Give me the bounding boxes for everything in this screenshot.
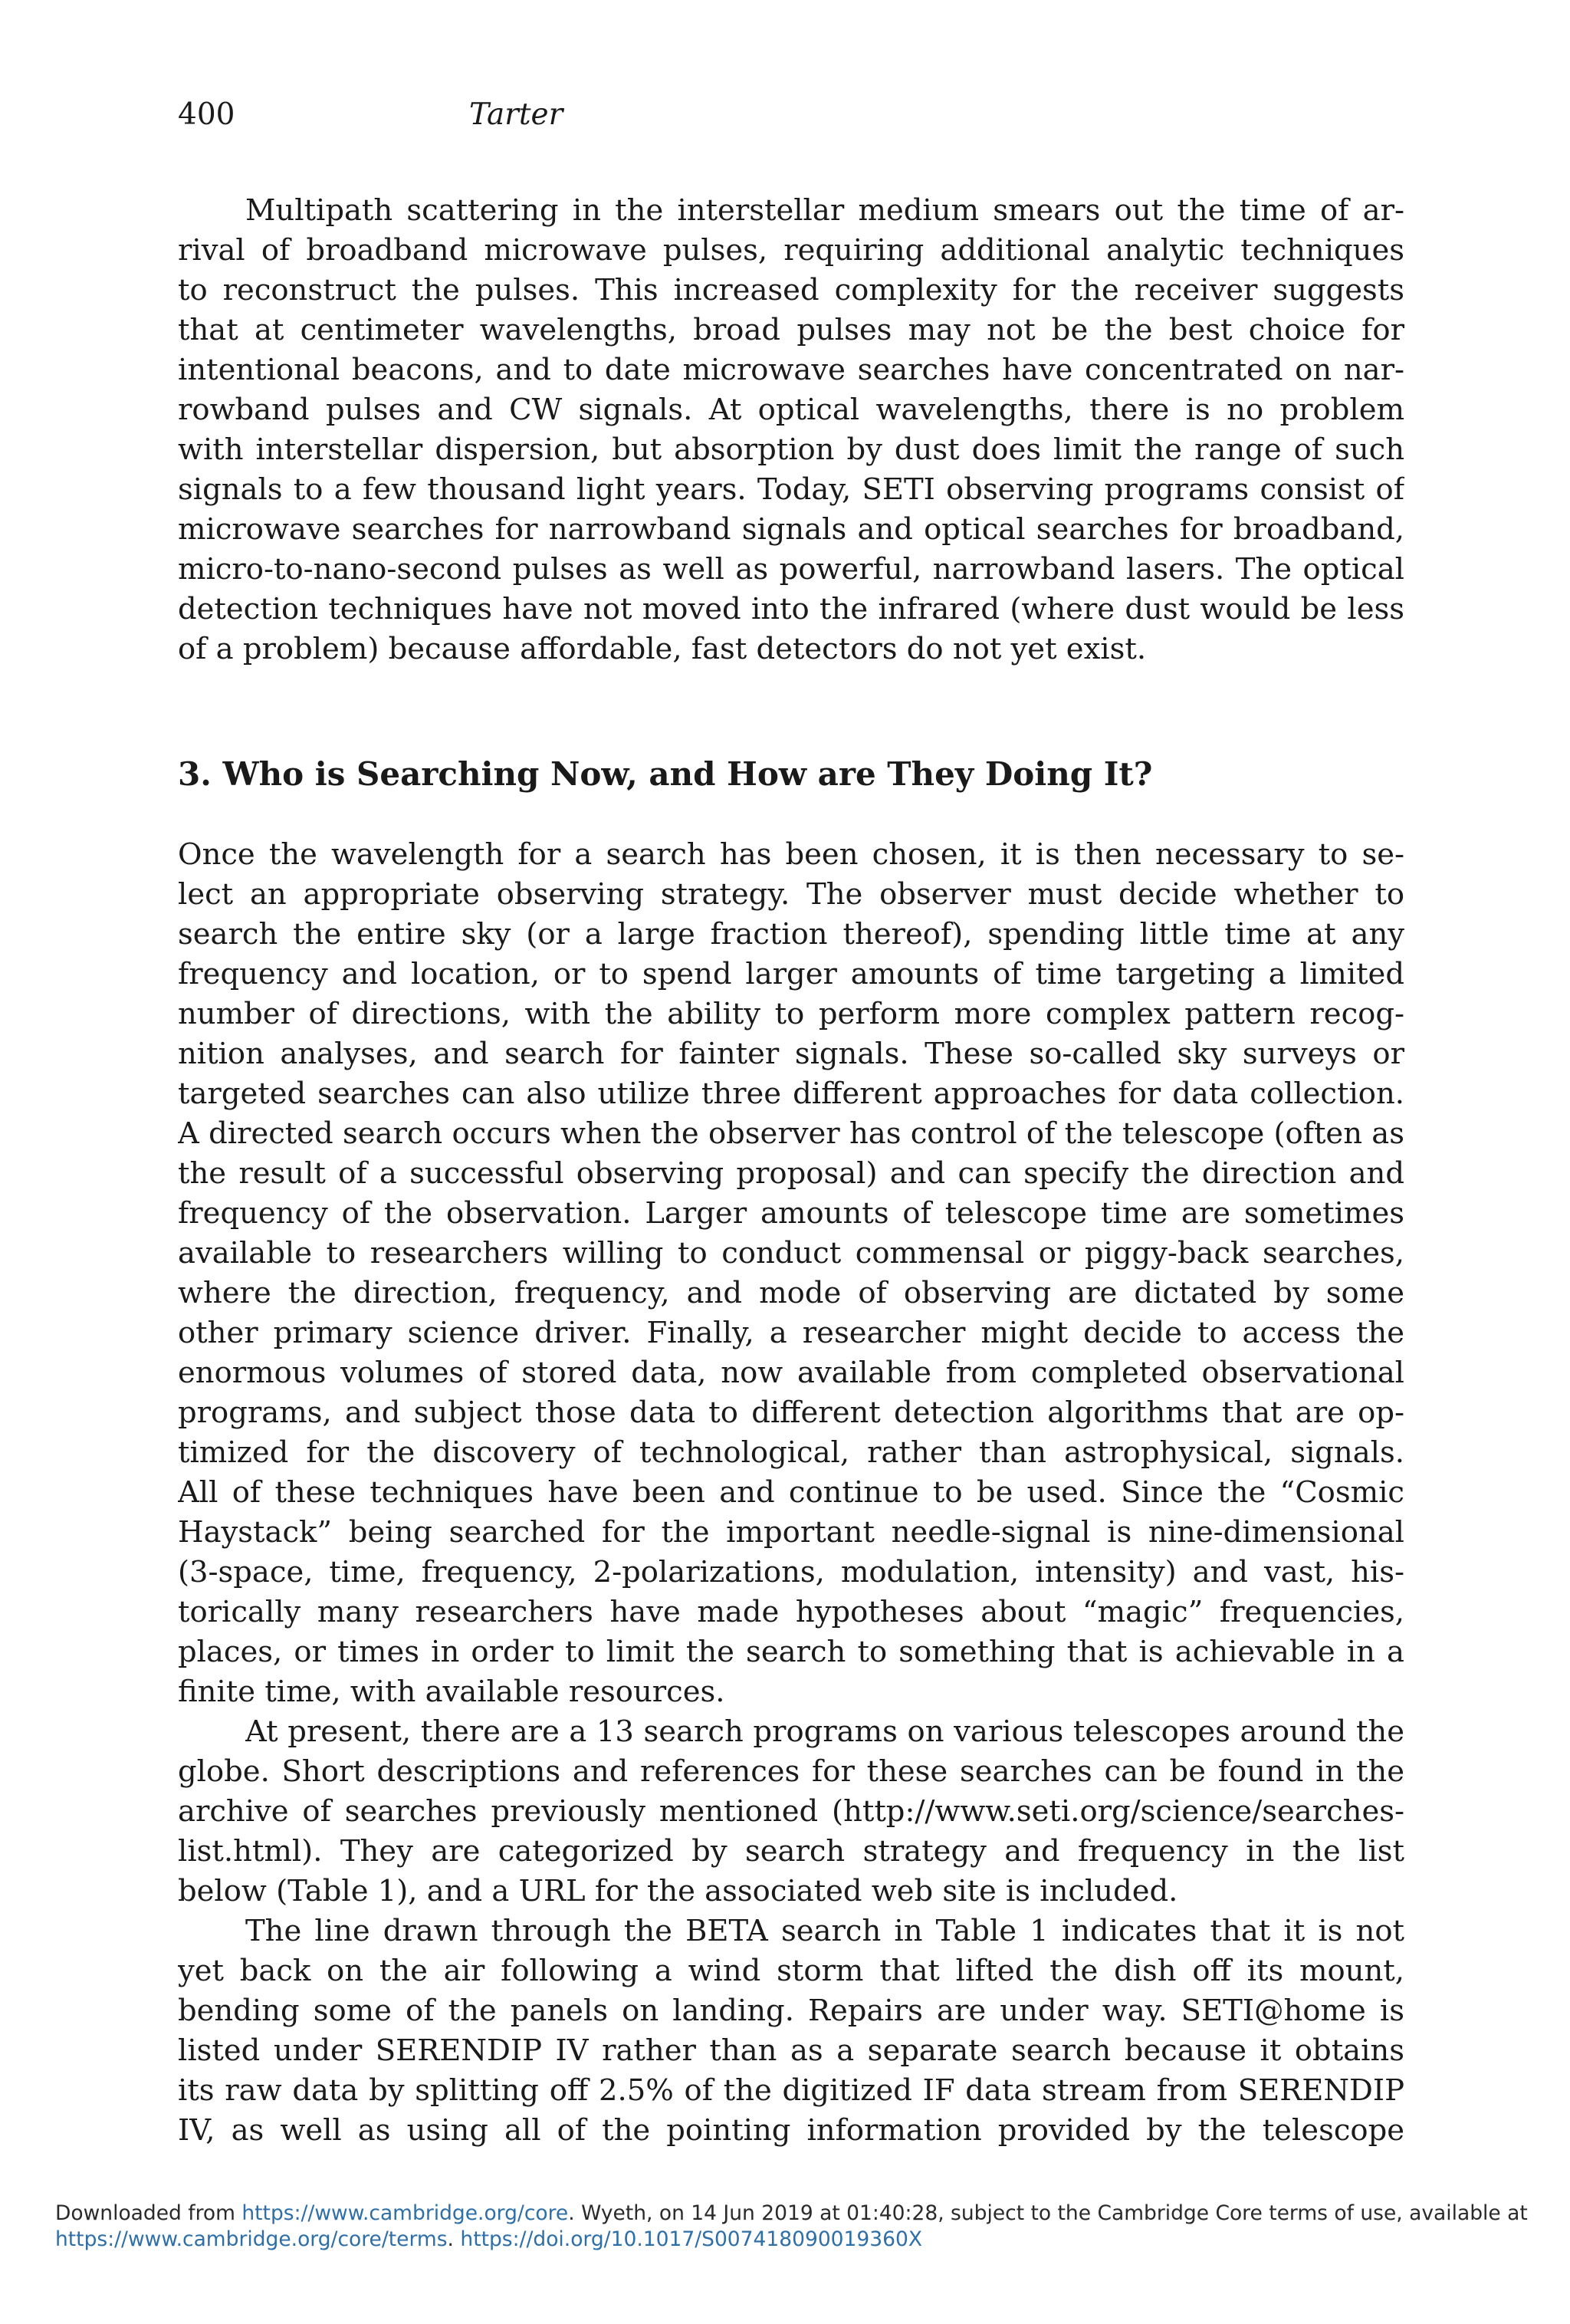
text-line: nition analyses, and search for fainter signals. These so-called sky surveys or [178,1037,1404,1071]
text-line: to reconstruct the pulses. This increased complexity for the receiver suggests [178,273,1404,307]
text-line: other primary science driver. Finally, a researcher might decide to access the [178,1316,1404,1350]
text-line: enormous volumes of stored data, now available from completed observational [178,1356,1404,1390]
text-line: number of directions, with the ability to perform more complex pattern recog- [178,997,1404,1031]
text-line: listed under SERENDIP IV rather than as a separate search because it obtains [178,2033,1404,2068]
text-line: rival of broadband microwave pulses, requiring additional analytic techniques [178,233,1404,268]
footer-terms-text: . Wyeth, on 14 Jun 2019 at 01:40:28, subject to the Cambridge Core terms of use, available at [568,2201,1528,2225]
text-line: of a problem) because affordable, fast detectors do not yet exist. [178,632,1147,666]
text-line: archive of searches previously mentioned (http://www.seti.org/science/searches- [178,1794,1404,1829]
text-line: the result of a successful observing proposal) and can specify the direction and [178,1156,1404,1191]
text-line: targeted searches can also utilize three different approaches for data collection. [178,1077,1404,1111]
text-line: signals to a few thousand light years. Today, SETI observing programs consist of [178,472,1404,507]
footer-line-1 [55,2201,1528,2227]
text-line: (3-space, time, frequency, 2-polarizations, modulation, intensity) and vast, his- [178,1555,1404,1589]
text-line: Multipath scattering in the interstellar medium smears out the time of ar- [245,193,1404,228]
text-line: Haystack” being searched for the important needle-signal is nine-dimensional [178,1515,1404,1550]
text-line: its raw data by splitting off 2.5% of the digitized IF data stream from SERENDIP [178,2073,1404,2108]
text-line: with interstellar dispersion, but absorption by dust does limit the range of such [178,432,1404,467]
text-line: intentional beacons, and to date microwave searches have concentrated on nar- [178,353,1404,387]
text-line: lect an appropriate observing strategy. The observer must decide whether to [178,877,1404,912]
text-line: microwave searches for narrowband signals and optical searches for broadband, [178,512,1404,547]
text-line: rowband pulses and CW signals. At optical wavelengths, there is no problem [178,393,1404,427]
text-line: torically many researchers have made hypotheses about “magic” frequencies, [178,1595,1404,1629]
text-line: list.html). They are categorized by search strategy and frequency in the list [178,1834,1404,1869]
text-line: programs, and subject those data to different detection algorithms that are op- [178,1395,1404,1430]
running-author: Tarter [469,97,563,132]
running-header [178,97,563,132]
text-line: yet back on the air following a wind storm that lifted the dish off its mount, [178,1954,1404,1988]
doi-link[interactable]: https://doi.org/10.1017/S007418090019360X [460,2227,922,2251]
text-line: Once the wavelength for a search has been chosen, it is then necessary to se- [178,837,1404,872]
text-line: At present, there are a 13 search programs on various telescopes around the [245,1714,1404,1749]
text-line: All of these techniques have been and continue to be used. Since the “Cosmic [178,1475,1404,1510]
text-line: where the direction, frequency, and mode of observing are dictated by some [178,1276,1404,1310]
section-heading: 3. Who is Searching Now, and How are They Doing It? [178,755,1153,793]
text-line: globe. Short descriptions and references for these searches can be found in the [178,1754,1404,1789]
text-line: bending some of the panels on landing. Repairs are under way. SETI@home is [178,1994,1404,2028]
text-line: that at centimeter wavelengths, broad pulses may not be the best choice for [178,313,1404,347]
text-line: A directed search occurs when the observer has control of the telescope (often as [178,1116,1404,1151]
text-line: finite time, with available resources. [178,1675,725,1709]
text-line: below (Table 1), and a URL for the associated web site is included. [178,1874,1178,1908]
terms-link[interactable]: https://www.cambridge.org/core/terms [55,2227,448,2251]
footer-separator: . [447,2227,461,2251]
text-line: IV, as well as using all of the pointing information provided by the telescope [178,2113,1404,2148]
text-line: frequency and location, or to spend larger amounts of time targeting a limited [178,957,1404,991]
cambridge-core-link[interactable]: https://www.cambridge.org/core [241,2201,569,2225]
text-line: detection techniques have not moved into the infrared (where dust would be less [178,592,1404,626]
text-line: places, or times in order to limit the search to something that is achievable in a [178,1635,1404,1669]
text-line: The line drawn through the BETA search in Table 1 indicates that it is not [245,1914,1404,1948]
text-line: available to researchers willing to conduct commensal or piggy-back searches, [178,1236,1404,1270]
text-line: timized for the discovery of technological, rather than astrophysical, signals. [178,1435,1404,1470]
text-line: search the entire sky (or a large fraction thereof), spending little time at any [178,917,1404,952]
footer-download-text: Downloaded from [55,2201,242,2225]
page-number: 400 [178,97,235,132]
footer-line-2 [55,2227,922,2253]
text-line: micro-to-nano-second pulses as well as powerful, narrowband lasers. The optical [178,552,1404,587]
text-line: frequency of the observation. Larger amounts of telescope time are sometimes [178,1196,1404,1231]
